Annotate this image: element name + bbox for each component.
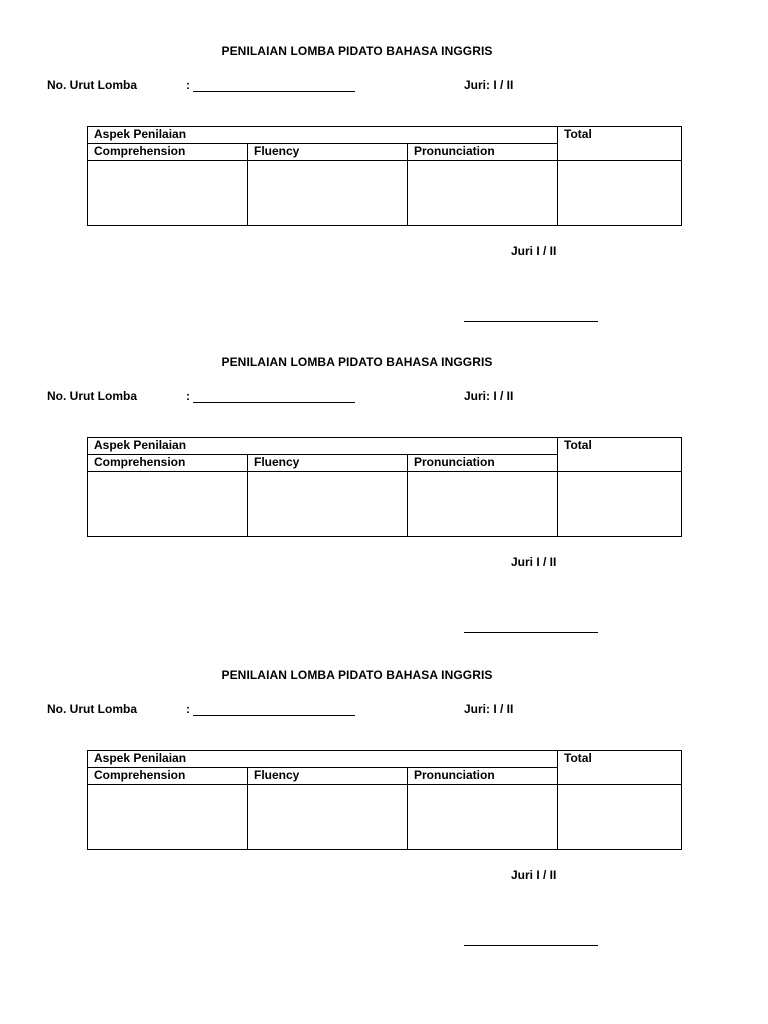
comprehension-score-cell[interactable] xyxy=(88,472,248,537)
pronunciation-header: Pronunciation xyxy=(408,455,558,472)
aspek-penilaian-header: Aspek Penilaian xyxy=(88,751,558,768)
colon: : xyxy=(186,78,190,92)
total-score-cell[interactable] xyxy=(558,785,682,850)
juri-signature-label: Juri I / II xyxy=(511,244,557,258)
fluency-score-cell[interactable] xyxy=(248,785,408,850)
no-urut-label: No. Urut Lomba xyxy=(47,78,137,92)
fluency-header: Fluency xyxy=(248,768,408,785)
juri-label: Juri: I / II xyxy=(464,78,514,92)
no-urut-blank-line[interactable] xyxy=(193,91,355,92)
assessment-form-2 xyxy=(0,311,768,623)
aspek-penilaian-header: Aspek Penilaian xyxy=(88,127,558,144)
score-table xyxy=(87,126,682,226)
comprehension-header: Comprehension xyxy=(88,455,248,472)
fluency-header: Fluency xyxy=(248,455,408,472)
comprehension-header: Comprehension xyxy=(88,144,248,161)
pronunciation-score-cell[interactable] xyxy=(408,472,558,537)
juri-label: Juri: I / II xyxy=(464,702,514,716)
total-score-cell[interactable] xyxy=(558,472,682,537)
juri-signature-label: Juri I / II xyxy=(511,868,557,882)
pronunciation-score-cell[interactable] xyxy=(408,161,558,226)
fluency-header: Fluency xyxy=(248,144,408,161)
assessment-form-3 xyxy=(0,624,768,936)
signature-line-3[interactable] xyxy=(464,945,598,946)
no-urut-label: No. Urut Lomba xyxy=(47,702,137,716)
aspek-penilaian-header: Aspek Penilaian xyxy=(88,438,558,455)
comprehension-header: Comprehension xyxy=(88,768,248,785)
score-table xyxy=(87,437,682,537)
form-title: PENILAIAN LOMBA PIDATO BAHASA INGGRIS xyxy=(221,355,493,369)
juri-label: Juri: I / II xyxy=(464,389,514,403)
form-title: PENILAIAN LOMBA PIDATO BAHASA INGGRIS xyxy=(221,44,493,58)
pronunciation-header: Pronunciation xyxy=(408,144,558,161)
form-title: PENILAIAN LOMBA PIDATO BAHASA INGGRIS xyxy=(221,668,493,682)
juri-signature-label: Juri I / II xyxy=(511,555,557,569)
total-score-cell[interactable] xyxy=(558,161,682,226)
total-header: Total xyxy=(558,127,682,161)
fluency-score-cell[interactable] xyxy=(248,161,408,226)
colon: : xyxy=(186,702,190,716)
pronunciation-header: Pronunciation xyxy=(408,768,558,785)
total-header: Total xyxy=(558,751,682,785)
fluency-score-cell[interactable] xyxy=(248,472,408,537)
assessment-form-1 xyxy=(0,0,768,312)
score-table xyxy=(87,750,682,850)
no-urut-blank-line[interactable] xyxy=(193,402,355,403)
no-urut-blank-line[interactable] xyxy=(193,715,355,716)
comprehension-score-cell[interactable] xyxy=(88,161,248,226)
no-urut-label: No. Urut Lomba xyxy=(47,389,137,403)
pronunciation-score-cell[interactable] xyxy=(408,785,558,850)
comprehension-score-cell[interactable] xyxy=(88,785,248,850)
colon: : xyxy=(186,389,190,403)
total-header: Total xyxy=(558,438,682,472)
